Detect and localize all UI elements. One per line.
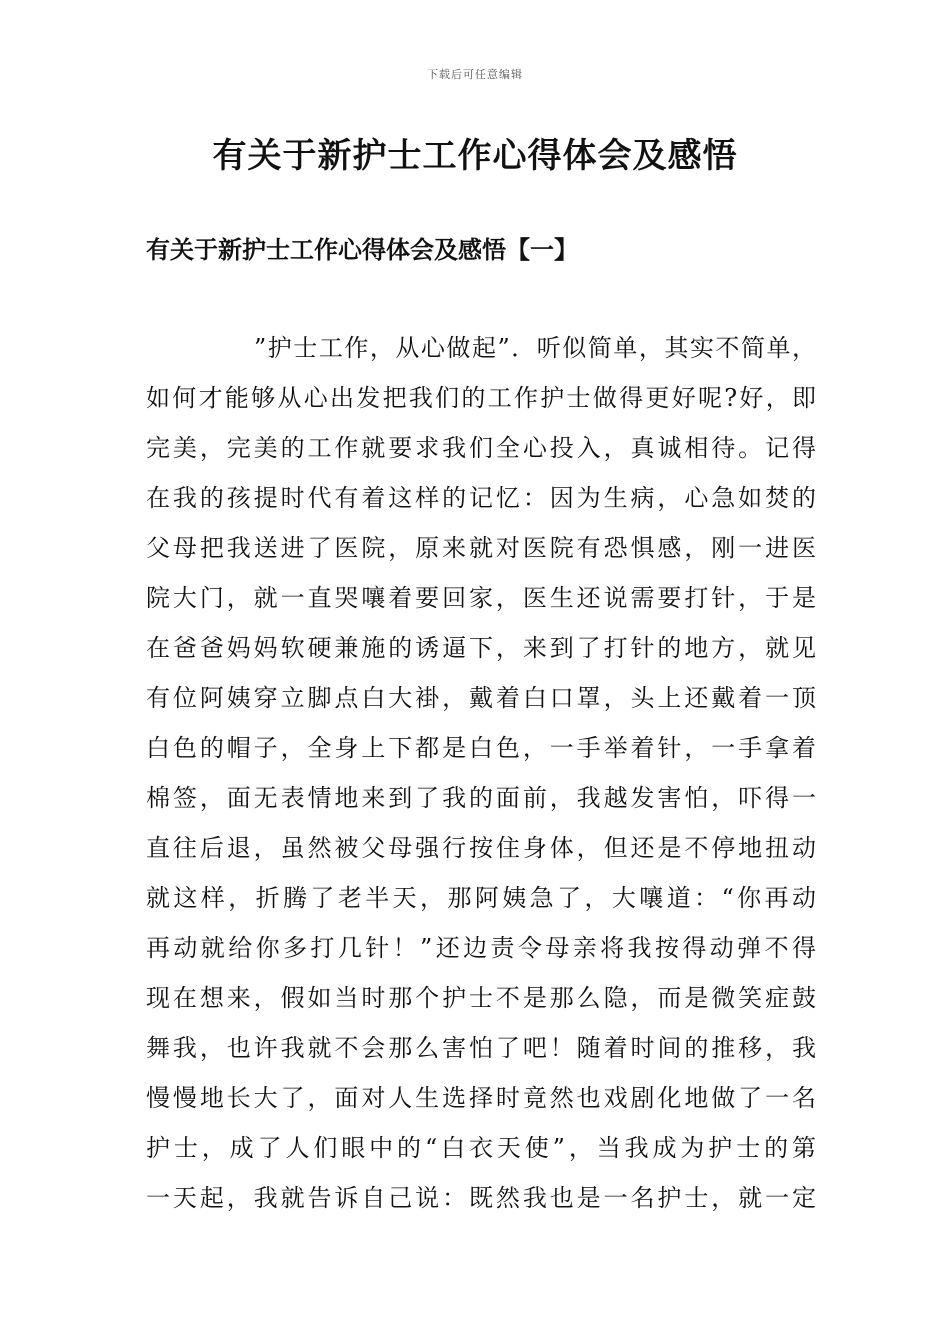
- paragraph-line: 父母把我送进了医院，原来就对医院有恐惧感，刚一进医: [146, 534, 816, 562]
- header-note: 下载后可任意编辑: [427, 68, 523, 81]
- paragraph-line: 就这样，折腾了老半天，那阿姨急了，大嚷道：“你再动: [146, 884, 816, 912]
- paragraph-line: ”护士工作，从心做起”．听似简单，其实不简单，: [254, 334, 816, 362]
- paragraph-line: 在爸爸妈妈软硬兼施的诱逼下，来到了打针的地方，就见: [146, 634, 816, 662]
- document-title: 有关于新护士工作心得体会及感悟: [212, 136, 738, 176]
- paragraph-line: 完美，完美的工作就要求我们全心投入，真诚相待。记得: [146, 434, 816, 462]
- paragraph-line: 在我的孩提时代有着这样的记忆：因为生病，心急如焚的: [146, 484, 816, 512]
- paragraph-line: 慢慢地长大了，面对人生选择时竟然也戏剧化地做了一名: [146, 1084, 816, 1112]
- paragraph-line: 直往后退，虽然被父母强行按住身体，但还是不停地扭动: [146, 834, 816, 862]
- paragraph-line: 如何才能够从心出发把我们的工作护士做得更好呢?好，即: [146, 384, 816, 412]
- paragraph-line: 一天起，我就告诉自己说：既然我也是一名护士，就一定: [146, 1184, 816, 1212]
- paragraph-line: 舞我，也许我就不会那么害怕了吧！随着时间的推移，我: [146, 1034, 816, 1062]
- paragraph-line: 白色的帽子，全身上下都是白色，一手举着针，一手拿着: [146, 734, 816, 762]
- section-heading: 有关于新护士工作心得体会及感悟【一】: [146, 235, 578, 264]
- paragraph-line: 现在想来，假如当时那个护士不是那么隐，而是微笑症鼓: [146, 984, 816, 1012]
- body-paragraph: [146, 323, 816, 1223]
- paragraph-line: 有位阿姨穿立脚点白大褂，戴着白口罩，头上还戴着一顶: [146, 684, 816, 712]
- paragraph-line: 再动就给你多打几针！”还边责令母亲将我按得动弹不得: [146, 934, 816, 962]
- paragraph-line: 院大门，就一直哭嚷着要回家，医生还说需要打针，于是: [146, 584, 816, 612]
- paragraph-line: 护士，成了人们眼中的“白衣天使”，当我成为护士的第: [146, 1134, 816, 1162]
- paragraph-line: 棉签，面无表情地来到了我的面前，我越发害怕，吓得一: [146, 784, 816, 812]
